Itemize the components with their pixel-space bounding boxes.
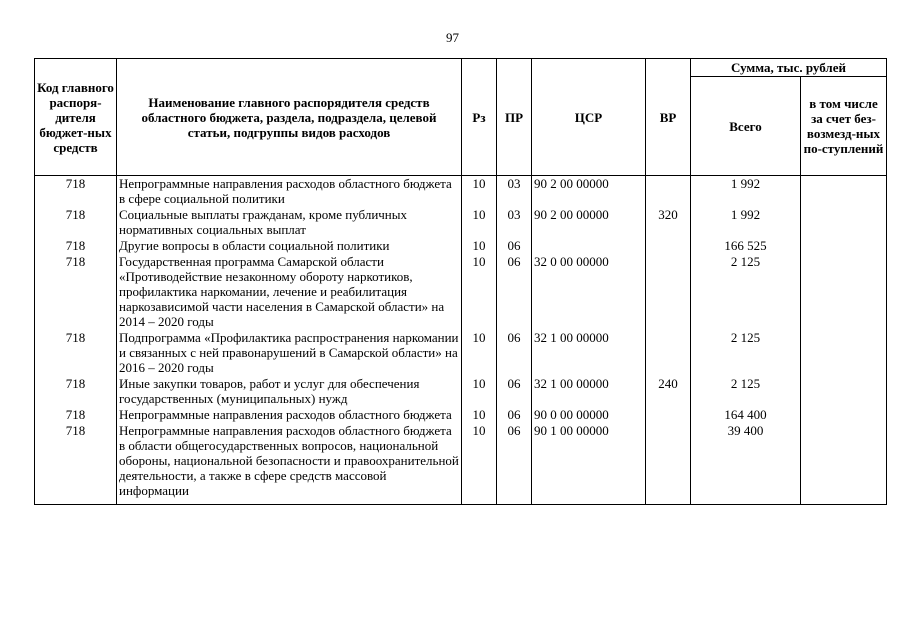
cell-code: 718 — [35, 330, 117, 376]
header-rz: Рз — [462, 59, 497, 176]
cell-total: 166 525 — [691, 238, 801, 254]
cell-pr: 06 — [497, 407, 532, 423]
table-row — [35, 376, 887, 407]
cell-free — [801, 254, 887, 330]
cell-total: 2 125 — [691, 254, 801, 330]
cell-pr: 06 — [497, 254, 532, 330]
cell-csr: 32 1 00 00000 — [532, 330, 646, 376]
cell-rz: 10 — [462, 407, 497, 423]
cell-csr: 90 0 00 00000 — [532, 407, 646, 423]
cell-rz: 10 — [462, 423, 497, 505]
cell-free — [801, 407, 887, 423]
cell-csr: 90 1 00 00000 — [532, 423, 646, 505]
cell-code: 718 — [35, 254, 117, 330]
cell-total: 2 125 — [691, 330, 801, 376]
cell-name: Непрограммные направления расходов областного бюджета в сфере социальной политики — [117, 176, 462, 208]
header-name: Наименование главного распорядителя средств областного бюджета, раздела, подраздела, целевой статьи, подгруппы видов расходов — [117, 59, 462, 176]
cell-name: Иные закупки товаров, работ и услуг для обеспечения государственных (муниципальных) нужд — [117, 376, 462, 407]
table-row — [35, 423, 887, 505]
cell-rz: 10 — [462, 238, 497, 254]
table-row — [35, 407, 887, 423]
cell-csr: 32 1 00 00000 — [532, 376, 646, 407]
header-csr: ЦСР — [532, 59, 646, 176]
budget-table — [34, 58, 887, 505]
cell-code: 718 — [35, 423, 117, 505]
cell-code: 718 — [35, 238, 117, 254]
cell-pr: 06 — [497, 330, 532, 376]
cell-free — [801, 176, 887, 208]
cell-total: 164 400 — [691, 407, 801, 423]
table-body — [35, 176, 887, 505]
table-row — [35, 238, 887, 254]
header-pr: ПР — [497, 59, 532, 176]
cell-total: 1 992 — [691, 207, 801, 238]
cell-rz: 10 — [462, 207, 497, 238]
cell-name: Государственная программа Самарской области «Противодействие незаконному обороту наркотиков, профилактика наркомании, лечение и реабилитация наркозависимой части населения в Самарской области» на 2014 – 2020 годы — [117, 254, 462, 330]
cell-total: 1 992 — [691, 176, 801, 208]
cell-vr: 240 — [646, 376, 691, 407]
cell-csr: 32 0 00 00000 — [532, 254, 646, 330]
header-vr: ВР — [646, 59, 691, 176]
cell-total: 2 125 — [691, 376, 801, 407]
cell-code: 718 — [35, 376, 117, 407]
cell-name: Подпрограмма «Профилактика распространения наркомании и связанных с ней правонарушений в Самарской области» на 2016 – 2020 годы — [117, 330, 462, 376]
cell-pr: 03 — [497, 207, 532, 238]
cell-rz: 10 — [462, 376, 497, 407]
cell-vr — [646, 254, 691, 330]
cell-vr — [646, 176, 691, 208]
table-row — [35, 254, 887, 330]
cell-rz: 10 — [462, 176, 497, 208]
cell-pr: 06 — [497, 376, 532, 407]
cell-vr: 320 — [646, 207, 691, 238]
cell-rz: 10 — [462, 330, 497, 376]
header-free: в том числе за счет без-возмезд-ных по-ступлений — [801, 77, 887, 176]
cell-free — [801, 376, 887, 407]
cell-total: 39 400 — [691, 423, 801, 505]
cell-vr — [646, 407, 691, 423]
header-sum: Сумма, тыс. рублей — [691, 59, 887, 77]
cell-code: 718 — [35, 176, 117, 208]
cell-code: 718 — [35, 207, 117, 238]
header-code: Код главного распоря-дителя бюджет-ных средств — [35, 59, 117, 176]
cell-pr: 06 — [497, 238, 532, 254]
cell-csr: 90 2 00 00000 — [532, 207, 646, 238]
header-row-top — [35, 59, 887, 77]
cell-name: Социальные выплаты гражданам, кроме публичных нормативных социальных выплат — [117, 207, 462, 238]
cell-free — [801, 207, 887, 238]
table-row — [35, 207, 887, 238]
cell-csr — [532, 238, 646, 254]
cell-vr — [646, 423, 691, 505]
cell-free — [801, 423, 887, 505]
cell-free — [801, 330, 887, 376]
cell-name: Непрограммные направления расходов областного бюджета — [117, 407, 462, 423]
cell-pr: 03 — [497, 176, 532, 208]
cell-vr — [646, 238, 691, 254]
cell-name: Другие вопросы в области социальной политики — [117, 238, 462, 254]
table-row — [35, 176, 887, 208]
cell-rz: 10 — [462, 254, 497, 330]
header-total: Всего — [691, 77, 801, 176]
cell-pr: 06 — [497, 423, 532, 505]
table-row — [35, 330, 887, 376]
cell-name: Непрограммные направления расходов областного бюджета в области общегосударственных вопросов, национальной обороны, национальной безопасности и правоохранительной деятельности, а также в сфере средств массовой информации — [117, 423, 462, 505]
cell-vr — [646, 330, 691, 376]
cell-code: 718 — [35, 407, 117, 423]
page-number: 97 — [446, 30, 459, 45]
cell-csr: 90 2 00 00000 — [532, 176, 646, 208]
cell-free — [801, 238, 887, 254]
